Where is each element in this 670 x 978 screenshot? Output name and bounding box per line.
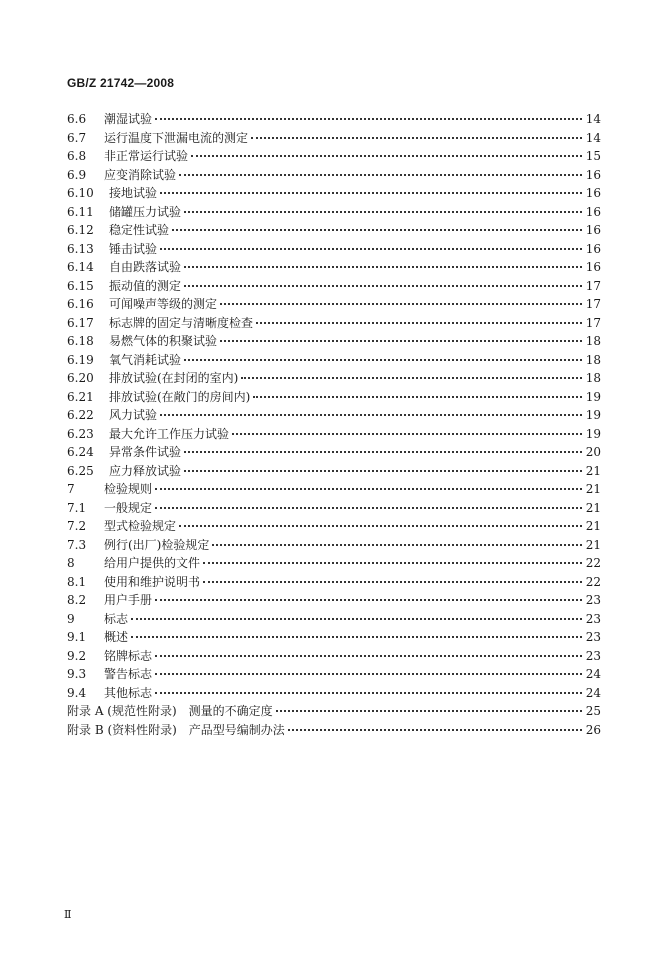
toc-entry-title: 氧气消耗试验 [109, 352, 182, 367]
toc-entry[interactable] [67, 314, 601, 333]
toc-entry-page: 19 [585, 426, 601, 441]
toc-entry[interactable] [67, 406, 601, 425]
dot-leader [191, 154, 582, 157]
toc-entry-title: 给用户提供的文件 [104, 556, 201, 570]
toc-entry-number: 7 [67, 482, 75, 496]
toc-entry[interactable] [67, 499, 601, 518]
toc-entry-number: 6.24 [67, 445, 94, 459]
toc-entry-title: 运行温度下泄漏电流的测定 [104, 130, 249, 145]
toc-entry-title: 非正常运行试验 [104, 149, 189, 163]
toc-entry-page: 16 [585, 241, 601, 256]
toc-entry-title: 使用和维护说明书 [104, 574, 201, 589]
toc-entry-title: 标志牌的固定与清晰度检查 [109, 315, 254, 330]
toc-entry[interactable] [67, 277, 601, 296]
toc-entry-number: 6.14 [67, 260, 94, 274]
toc-entry[interactable] [67, 536, 601, 555]
dot-leader [276, 709, 582, 712]
toc-entry-number: 6.13 [67, 241, 94, 256]
toc-entry[interactable] [67, 628, 601, 647]
toc-entry-number: 6.11 [67, 204, 94, 219]
toc-entry-number: 7.1 [67, 500, 87, 515]
toc-entry-page: 14 [585, 112, 601, 126]
toc-entry-page: 22 [585, 574, 601, 589]
toc-entry[interactable] [67, 665, 601, 684]
toc-entry-number: 6.20 [67, 371, 94, 385]
toc-entry-page: 20 [585, 445, 601, 459]
toc-entry-title: 异常条件试验 [109, 445, 182, 459]
dot-leader [232, 432, 582, 435]
toc-entry[interactable] [67, 295, 601, 314]
toc-entry-number: 6.23 [67, 426, 94, 441]
toc-entry-number: 8.1 [67, 574, 87, 589]
toc-entry-number: 8.2 [67, 593, 87, 607]
toc-entry-title: 其他标志 [104, 685, 153, 700]
toc-entry-page: 19 [585, 408, 601, 422]
toc-entry-page: 14 [585, 130, 601, 145]
toc-entry-page: 18 [585, 334, 601, 348]
toc-entry-page: 18 [585, 352, 601, 367]
toc-entry[interactable] [67, 129, 601, 148]
toc-entry-number: 7.3 [67, 537, 87, 552]
toc-entry-title: 锤击试验 [109, 241, 158, 256]
dot-leader [241, 376, 582, 379]
toc-entry-title: 易燃气体的积聚试验 [109, 334, 218, 348]
toc-entry-page: 21 [585, 537, 601, 552]
toc-entry[interactable] [67, 258, 601, 277]
toc-entry[interactable] [67, 517, 601, 536]
document-code-header: GB/Z 21742—2008 [67, 76, 175, 90]
toc-entry-number: 6.6 [67, 112, 87, 126]
dot-leader [155, 672, 582, 675]
dot-leader [155, 691, 582, 694]
toc-entry-number: 6.22 [67, 408, 94, 422]
toc-entry-number: 6.7 [67, 130, 87, 145]
toc-entry[interactable] [67, 147, 601, 166]
toc-entry-title: 储罐压力试验 [109, 204, 182, 219]
dot-leader [160, 191, 582, 194]
toc-entry[interactable] [67, 443, 601, 462]
toc-entry-number: 6.12 [67, 223, 94, 237]
toc-entry-page: 21 [585, 482, 601, 496]
toc-entry-number: 6.19 [67, 352, 94, 367]
dot-leader [155, 654, 582, 657]
toc-entry-page: 19 [585, 389, 601, 404]
toc-entry-page: 16 [585, 167, 601, 182]
toc-entry-title: 附录 A (规范性附录) 测量的不确定度 [67, 704, 273, 718]
dot-leader [179, 173, 582, 176]
toc-entry-number: 6.21 [67, 389, 94, 404]
dot-leader [251, 136, 582, 139]
dot-leader [155, 506, 582, 509]
toc-entry-title: 振动值的测定 [109, 278, 182, 293]
toc-entry[interactable] [67, 332, 601, 351]
toc-entry-title: 标志 [104, 611, 129, 626]
toc-entry-page: 24 [585, 685, 601, 700]
toc-entry[interactable] [67, 480, 601, 499]
toc-entry-number: 9.3 [67, 667, 87, 681]
toc-entry-number: 6.15 [67, 278, 94, 293]
dot-leader [184, 210, 582, 213]
dot-leader [212, 543, 582, 546]
toc-entry-title: 稳定性试验 [109, 223, 170, 237]
toc-entry-number: 6.10 [67, 186, 94, 200]
toc-entry-page: 15 [585, 149, 601, 163]
toc-entry-title: 一般规定 [104, 500, 153, 515]
toc-entry-page: 16 [585, 223, 601, 237]
toc-entry[interactable] [67, 425, 601, 444]
dot-leader [160, 413, 582, 416]
dot-leader [155, 117, 582, 120]
dot-leader [253, 395, 582, 398]
toc-entry-title: 潮湿试验 [104, 112, 153, 126]
toc-entry-title: 铭牌标志 [104, 648, 153, 663]
toc-entry-page: 16 [585, 186, 601, 200]
dot-leader [184, 265, 582, 268]
dot-leader [179, 524, 582, 527]
dot-leader [184, 358, 582, 361]
toc-entry-page: 23 [585, 611, 601, 626]
toc-entry[interactable] [67, 351, 601, 370]
toc-entry-number: 7.2 [67, 519, 87, 533]
toc-entry[interactable] [67, 369, 601, 388]
toc-entry-title: 应力释放试验 [109, 463, 182, 478]
toc-entry-title: 最大允许工作压力试验 [109, 426, 230, 441]
toc-entry-title: 自由跌落试验 [109, 260, 182, 274]
dot-leader [203, 561, 582, 564]
toc-entry[interactable] [67, 702, 601, 721]
dot-leader [256, 321, 582, 324]
dot-leader [184, 469, 582, 472]
toc-entry-page: 16 [585, 204, 601, 219]
toc-entry-number: 6.16 [67, 297, 94, 311]
dot-leader [155, 487, 582, 490]
toc-entry-title: 警告标志 [104, 667, 153, 681]
dot-leader [220, 302, 582, 305]
toc-entry[interactable] [67, 221, 601, 240]
toc-entry-number: 9 [67, 611, 75, 626]
toc-entry[interactable] [67, 166, 601, 185]
toc-entry-title: 例行(出厂)检验规定 [104, 537, 210, 552]
toc-entry[interactable] [67, 573, 601, 592]
toc-entry[interactable] [67, 591, 601, 610]
toc-entry-page: 21 [585, 463, 601, 478]
dot-leader [184, 450, 582, 453]
toc-entry[interactable] [67, 388, 601, 407]
toc-entry-title: 排放试验(在封闭的室内) [109, 371, 239, 385]
toc-entry-number: 6.25 [67, 463, 94, 478]
toc-entry-page: 23 [585, 630, 601, 644]
toc-entry-page: 21 [585, 500, 601, 515]
toc-entry-title: 接地试验 [109, 186, 158, 200]
table-of-contents [67, 110, 601, 739]
toc-entry-number: 6.8 [67, 149, 87, 163]
toc-entry[interactable] [67, 110, 601, 129]
toc-entry[interactable] [67, 647, 601, 666]
toc-entry-page: 21 [585, 519, 601, 533]
toc-entry-number: 6.9 [67, 167, 87, 182]
dot-leader [288, 728, 582, 731]
dot-leader [131, 617, 582, 620]
toc-entry-number: 9.2 [67, 648, 87, 663]
toc-entry-page: 23 [585, 648, 601, 663]
toc-entry-number: 6.18 [67, 334, 94, 348]
toc-entry[interactable] [67, 610, 601, 629]
toc-entry[interactable] [67, 684, 601, 703]
dot-leader [172, 228, 582, 231]
dot-leader [155, 598, 582, 601]
toc-entry-page: 24 [585, 667, 601, 681]
dot-leader [131, 635, 582, 638]
toc-entry-title: 附录 B (资料性附录) 产品型号编制办法 [67, 722, 285, 737]
toc-entry-number: 6.17 [67, 315, 94, 330]
toc-entry-page: 16 [585, 260, 601, 274]
toc-entry-number: 9.4 [67, 685, 87, 700]
toc-entry[interactable] [67, 203, 601, 222]
page-number: Ⅱ [64, 908, 72, 921]
toc-entry-page: 23 [585, 593, 601, 607]
toc-entry[interactable] [67, 554, 601, 573]
toc-entry[interactable] [67, 462, 601, 481]
toc-entry[interactable] [67, 184, 601, 203]
toc-entry-title: 型式检验规定 [104, 519, 177, 533]
toc-entry-title: 排放试验(在敞门的房间内) [109, 389, 251, 404]
toc-entry-number: 8 [67, 556, 75, 570]
toc-entry-title: 检验规则 [104, 482, 153, 496]
toc-entry-title: 可闻噪声等级的测定 [109, 297, 218, 311]
toc-entry-page: 26 [585, 722, 601, 737]
toc-entry-page: 17 [585, 278, 601, 293]
toc-entry-page: 17 [585, 297, 601, 311]
toc-entry[interactable] [67, 240, 601, 259]
toc-entry-page: 18 [585, 371, 601, 385]
toc-entry-title: 概述 [104, 630, 129, 644]
toc-entry[interactable] [67, 721, 601, 740]
dot-leader [220, 339, 582, 342]
toc-entry-page: 17 [585, 315, 601, 330]
dot-leader [160, 247, 582, 250]
dot-leader [184, 284, 582, 287]
toc-entry-page: 25 [585, 704, 601, 718]
toc-entry-title: 用户手册 [104, 593, 153, 607]
toc-entry-title: 应变消除试验 [104, 167, 177, 182]
dot-leader [203, 580, 582, 583]
toc-entry-title: 风力试验 [109, 408, 158, 422]
toc-entry-page: 22 [585, 556, 601, 570]
toc-entry-number: 9.1 [67, 630, 87, 644]
